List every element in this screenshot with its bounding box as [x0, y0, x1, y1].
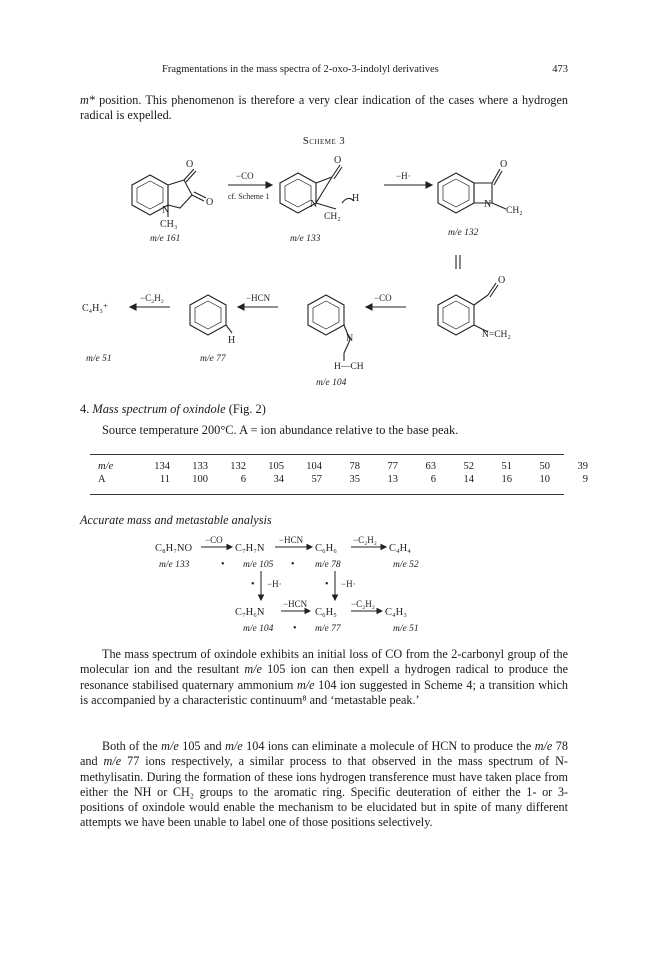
formula-c6h5: C₆H₅ — [315, 607, 337, 618]
section-title: Mass spectrum of oxindole — [92, 402, 226, 416]
label-loss-co-2: −CO — [374, 293, 392, 303]
table-cell-a: 13 — [387, 474, 398, 485]
mle-52: m/e 52 — [393, 560, 419, 570]
svg-text:N: N — [484, 199, 492, 210]
label-n-ch2: N=CH₂ — [482, 330, 511, 340]
label-ch3: CH₃ — [160, 219, 178, 230]
svg-text:N: N — [310, 199, 318, 210]
structure-mle132 — [438, 169, 506, 213]
svg-text:O: O — [206, 197, 214, 208]
source-temperature-note: Source temperature 200°C. A = ion abundance relative to the base peak. — [102, 423, 459, 437]
label-loss-c2h2: −C₂H₂ — [140, 293, 164, 303]
mle-105: m/e 105 — [243, 560, 274, 570]
formula-c6h6: C₆H₆ — [315, 543, 337, 554]
table-cell-me: 77 — [387, 461, 398, 472]
table-cell-me: 63 — [425, 461, 436, 472]
label-ch2: CH₂ — [324, 212, 341, 222]
scheme-title-text: Scheme 3 — [302, 136, 346, 147]
scheme-title — [0, 136, 648, 147]
svg-text:H: H — [228, 335, 236, 346]
section-heading — [80, 402, 568, 417]
svg-text:•: • — [221, 559, 225, 570]
svg-text:O: O — [500, 159, 508, 170]
mle-78: m/e 78 — [315, 560, 341, 570]
svg-text:CH₂: CH₂ — [506, 206, 523, 216]
table-cell-me: 78 — [349, 461, 360, 472]
table-cell-me: 105 — [268, 461, 284, 472]
label-cf-scheme1: cf. Scheme 1 — [228, 192, 270, 201]
svg-text:O: O — [186, 159, 194, 170]
label-loss-h: −H· — [396, 171, 411, 181]
accurate-mass-heading: Accurate mass and metastable analysis — [80, 513, 272, 527]
label-c4h3: C₄H₃⁺ — [82, 303, 109, 314]
table-cell-me: 132 — [230, 461, 246, 472]
svg-text:O: O — [498, 275, 506, 286]
table-cell-me: 51 — [501, 461, 512, 472]
svg-text:O: O — [334, 155, 342, 166]
table-cell-me: 50 — [539, 461, 550, 472]
formula-c4h4: C₄H₄ — [389, 543, 411, 554]
table-cell-me: 134 — [154, 461, 170, 472]
label-h-ch: H—CH — [334, 362, 364, 372]
fragmentation-pathway — [155, 533, 475, 643]
label-mle133: m/e 133 — [290, 234, 321, 244]
loss-c2h2-2: −C₂H₂ — [351, 599, 375, 609]
formula-c8h7no: C₈H₇NO — [155, 543, 193, 554]
running-title: Fragmentations in the mass spectra of 2-oxo-3-indolyl derivatives — [162, 64, 439, 75]
table-cell-a: 34 — [273, 474, 284, 485]
table-cell-a: 10 — [539, 474, 550, 485]
table-row-me — [98, 460, 588, 473]
svg-text:N: N — [162, 205, 170, 216]
paragraph-oxindole-spectrum: The mass spectrum of oxindole exhibits an initial loss of CO from the 2-carbonyl group of the molecular ion and the resultant m/e 105 ion can then expell a hydrogen radical to produce the resonance stabilised quaternary ammonium m/e 104 ion suggested in Scheme 4; a transition which is accompanied by a characteristic continuum⁸ and ‘metastable peak.’ — [80, 647, 568, 707]
table-row-a — [98, 473, 588, 486]
table-cell-a: 6 — [240, 474, 246, 485]
table-cell-me: 104 — [306, 461, 322, 472]
label-mle132: m/e 132 — [448, 228, 479, 238]
label-loss-hcn: −HCN — [246, 293, 271, 303]
row-label-me: m/e — [98, 461, 114, 472]
svg-text:•: • — [293, 623, 297, 634]
label-mle161: m/e 161 — [150, 234, 181, 244]
loss-c2h2-1: −C₂H₂ — [353, 535, 377, 545]
table-cell-me: 133 — [192, 461, 208, 472]
svg-text:H: H — [352, 193, 360, 204]
formula-c7h7n: C₇H₇N — [235, 543, 265, 554]
table-top-rule — [90, 454, 564, 455]
loss-hcn-2: −HCN — [283, 599, 308, 609]
section-number: 4. — [80, 402, 90, 416]
table-cell-a: 57 — [311, 474, 322, 485]
mle-51: m/e 51 — [393, 624, 419, 634]
mle-133: m/e 133 — [159, 560, 190, 570]
mle-77: m/e 77 — [315, 624, 341, 634]
svg-text:N: N — [346, 333, 354, 344]
table-cell-a: 35 — [349, 474, 360, 485]
svg-text:•: • — [291, 559, 295, 570]
paragraph-hcn-elimination: Both of the m/e 105 and m/e 104 ions can eliminate a molecule of HCN to produce the m/e 78 and m/e 77 ions respectively, a similar process to that observed in the mass spectrum of N-methylisatin. During the formation of these ions hydrogen transference must have taken place from either the NH or CH₂ groups to the aromatic ring. Specific deuteration of either the 1- or 3-positions of oxindole would enable the mechanism to be elucidated but in spite of many different attempts we have been unable to label one of those positions selectively. — [80, 739, 568, 830]
table-cell-me: 52 — [463, 461, 474, 472]
label-loss-co-1: −CO — [236, 171, 254, 181]
metastable-symbol: m* — [80, 93, 95, 107]
svg-text:•: • — [325, 579, 329, 590]
table-cell-me: 39 — [577, 461, 588, 472]
section-figref: (Fig. 2) — [225, 402, 266, 416]
formula-c7h6n: C₇H₆N — [235, 607, 265, 618]
loss-hcn-1: −HCN — [279, 535, 304, 545]
loss-h-2: −H· — [341, 579, 356, 589]
label-mle77: m/e 77 — [200, 354, 226, 364]
mle-104: m/e 104 — [243, 624, 274, 634]
structure-ketene — [438, 283, 498, 335]
loss-h-1: −H· — [267, 579, 282, 589]
table-cell-a: 100 — [192, 474, 208, 485]
loss-co: −CO — [205, 535, 223, 545]
table-cell-a: 6 — [430, 474, 436, 485]
paragraph-intro-text: position. This phenomenon is therefore a very clear indication of the cases where a hydrogen radical is expelled. — [80, 93, 568, 123]
table-cell-a: 11 — [159, 474, 170, 485]
structure-mle104 — [308, 295, 350, 361]
paragraph-intro — [80, 93, 568, 124]
table-cell-a: 9 — [582, 474, 588, 485]
label-mle104: m/e 104 — [316, 378, 347, 385]
table-cell-a: 16 — [501, 474, 512, 485]
table-bottom-rule — [90, 494, 564, 495]
page-number: 473 — [552, 64, 568, 75]
structure-mle77 — [190, 295, 232, 335]
table-cell-a: 14 — [463, 474, 474, 485]
row-label-a: A — [98, 474, 106, 485]
svg-text:•: • — [251, 579, 255, 590]
abundance-table — [98, 460, 588, 486]
formula-c4h3: C₄H₃ — [385, 607, 407, 618]
label-mle51: m/e 51 — [86, 354, 112, 364]
scheme-3-diagram — [80, 155, 568, 385]
